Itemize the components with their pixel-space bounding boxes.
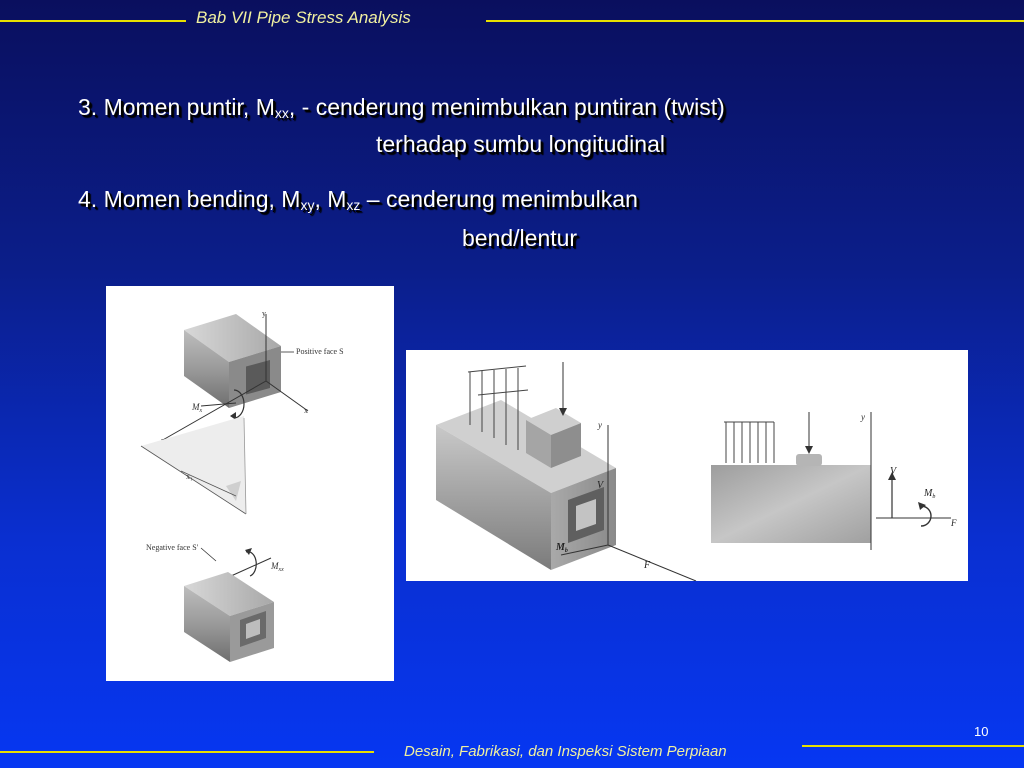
axis-y-label: y — [262, 309, 266, 318]
moment-label: $M_x$ — [192, 402, 203, 414]
v-label-2: V — [890, 466, 897, 477]
header-rule-right — [486, 20, 1024, 22]
distributed-load-2d — [724, 422, 774, 463]
point-3-line-2: terhadap sumbu longitudinal — [376, 131, 665, 157]
axis-y-label-2: y — [861, 412, 865, 422]
header-title: Bab VII Pipe Stress Analysis — [196, 8, 411, 27]
negative-face-label: Negative face S' — [146, 543, 199, 552]
moment-label-2: $M_{xx}$ — [271, 561, 284, 573]
f-label-1: F — [644, 560, 651, 571]
point-4-prefix: 4. Momen bending, M — [78, 186, 301, 212]
mb-label-2: $M_b$ — [924, 488, 936, 500]
point-4-line-2: bend/lentur — [462, 225, 578, 251]
negative-face-beam — [184, 572, 274, 662]
footer-rule-left — [0, 751, 374, 753]
header-rule-left — [0, 20, 186, 22]
bending-figure — [406, 350, 968, 581]
axis-x-label: x — [304, 406, 308, 415]
axis-y-label-1: y — [598, 420, 602, 430]
axis-x1-label: x₁ — [186, 472, 193, 481]
point-4-suffix: – cenderung menimbulkan — [360, 186, 638, 212]
point-3-subscript: xx — [274, 105, 289, 121]
point-4-mid: , M — [314, 186, 347, 212]
f-label-2: F — [951, 518, 957, 528]
footer-rule-right — [802, 745, 1024, 747]
point-3-prefix: 3. Momen puntir, M — [78, 94, 275, 120]
point-4-subscript-2: xz — [346, 197, 361, 213]
bending-diagram — [406, 350, 968, 581]
bending-beam-3d — [436, 400, 616, 570]
torsion-diagram — [106, 286, 394, 681]
point-4-subscript-1: xy — [300, 197, 315, 213]
footer-title: Desain, Fabrikasi, dan Inspeksi Sistem Perpiaan — [404, 743, 727, 760]
mb-label-1: $M_b$ — [556, 542, 568, 554]
v-label-1: V — [597, 480, 604, 491]
torsion-figure — [106, 286, 394, 681]
point-3-line-1 — [78, 94, 725, 121]
bending-section-2d — [711, 465, 871, 543]
point-3-suffix: , - cenderung menimbulkan puntiran (twist) — [288, 94, 725, 120]
positive-face-label: Positive face S — [296, 347, 344, 356]
point-4-line-1 — [78, 186, 638, 213]
page-number: 10 — [974, 724, 989, 739]
